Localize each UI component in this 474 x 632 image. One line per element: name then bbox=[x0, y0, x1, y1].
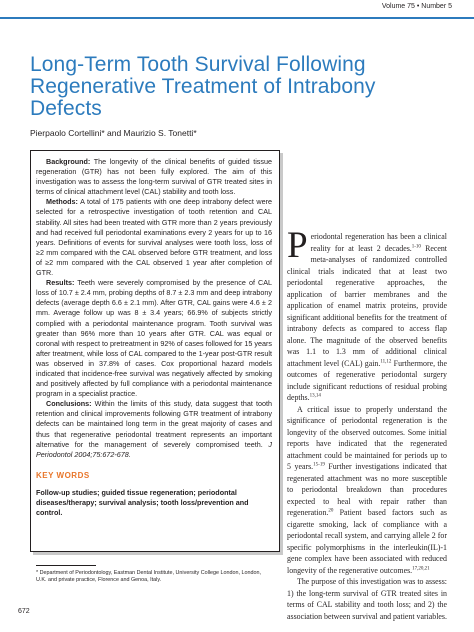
results-text: Teeth were severely compromised by the presence of CAL loss of 10.7 ± 2.4 mm, probing depths of 8.7 ± 2.3 mm and deep intrabony defects (average depth 6.6 ± 2.1 mm). After GTR, CAL gains were 4.6 ± 2 mm. Average follow up was 8 ± 3.4 years; 66.9% of subjects strictly complied with a periodontal maintenance program. Tooth survival was greater than 96% more than 10 years after GTR. CAL was equal or coronal with respect to pretreatment in 92% of cases followed for 15 years after treatment, while loss of CAL compared to the 1-year post-GTR result was observed in 37.8% of cases. Cox proportional hazard models indicated that incidence-free survival was negatively affected by smoking and positively affected by full compliance with a periodontal maintenance program in a specialist practice. bbox=[36, 278, 272, 399]
abstract-background bbox=[36, 157, 272, 197]
results-label: Results: bbox=[46, 278, 75, 288]
reference-2[interactable]: 11,12 bbox=[380, 358, 392, 364]
introduction-column bbox=[287, 225, 448, 622]
article-authors: Pierpaolo Cortellini* and Maurizio S. Tonetti* bbox=[30, 128, 197, 138]
reference-4[interactable]: 15-19 bbox=[313, 462, 325, 468]
key-words-heading: KEY WORDS bbox=[36, 471, 90, 480]
footnote-rule bbox=[36, 565, 96, 566]
reference-3[interactable]: 13,14 bbox=[309, 393, 321, 399]
abstract bbox=[36, 157, 272, 460]
background-label: Background: bbox=[46, 157, 91, 166]
methods-text: A total of 175 patients with one deep intrabony defect were selected for a retrospective investigation of tooth retention and CAL stability. All sites had been treated with GTR more than 2 years previously and had received full periodontal examinations every 2 years for up to 16 years. Definitions of events for survival analyses were tooth loss, loss of ≥2 mm compared with the CAL observed before GTR treatment, and loss of ≥2 mm compared with the CAL observed 1 year after completion of GTR. bbox=[36, 197, 272, 278]
intro-p1-c: Furthermore, the outcomes of regenerative periodontal surgery include significant reductions of residual probing depths. bbox=[287, 358, 448, 402]
methods-label: Methods: bbox=[46, 197, 78, 207]
intro-p2-a: A critical issue to properly understand the significance of periodontal regeneration is the longevity of the observed outcomes. Some initial reports have indicated that the regenerated attachment could be maintained for periods up to 5 years. bbox=[287, 404, 447, 471]
key-words-text: Follow-up studies; guided tissue regeneration; periodontal diseases/therapy; survival analysis; tooth loss/prevention and control. bbox=[36, 488, 249, 517]
abstract-methods bbox=[36, 197, 272, 278]
intro-p1-b: Recent meta-analyses of randomized controlled clinical trials indicated that at least two periodontal regenerative approaches, the application of barrier membranes and the application of enamel matrix proteins, provide significant additional benefits for the treatment of intrabony defects as compared to access flap alone. The magnitude of the observed benefits was 1.1 to 1.3 mm of additional clinical attachment level (CAL) gain. bbox=[287, 243, 447, 368]
abstract-conclusions bbox=[36, 399, 272, 460]
page-number: 672 bbox=[18, 608, 30, 615]
intro-p1-a: eriodontal regeneration has been a clinical reality for at least 2 decades. bbox=[310, 232, 447, 253]
reference-6[interactable]: 17,20,21 bbox=[412, 565, 430, 571]
header-rule bbox=[0, 17, 474, 19]
intro-paragraph-2 bbox=[287, 404, 447, 577]
affiliation-footnote: * Department of Periodontology, Eastman Dental Institute, University College London, London, U.K. and private practice, Florence and Genoa, Italy. bbox=[36, 570, 261, 583]
conclusions-text: Within the limits of this study, data suggest that tooth retention and clinical improvements following GTR treatment of intrabony defects can be maintained long term in the great majority of cases and thus that regenerative periodontal treatment represents an important alternative for the management of severely compromised teeth. bbox=[36, 399, 272, 449]
intro-p2-c: Patient based factors such as cigarette smoking, lack of compliance with a periodontal recall system, and carrying allele 2 for specific polymorphisms in the interleukin(IL)-1 gene complex have been associated with reduced longevity of the regenerative outcomes. bbox=[287, 508, 447, 575]
journal-volume-header: Volume 75 • Number 5 bbox=[381, 3, 452, 10]
citation: J Periodontol 2004;75:672-678. bbox=[36, 439, 273, 459]
article-title: Long-Term Tooth Survival Following Regenerative Treatment of Intrabony Defects bbox=[30, 53, 376, 120]
intro-paragraph-3: The purpose of this investigation was to assess: 1) the long-term survival of GTR treated sites in terms of CAL stability and tooth loss; and 2) the association between survival and patient variables. bbox=[287, 577, 447, 621]
reference-1[interactable]: 1-10 bbox=[411, 243, 421, 249]
background-text: The longevity of the clinical benefits of guided tissue regeneration (GTR) has not been fully explored. The aim of this investigation was to assess the long-term survival of GTR treated sites in terms of clinical attachment level (CAL) stability and tooth loss. bbox=[36, 157, 272, 197]
abstract-results bbox=[36, 278, 272, 399]
drop-cap: P bbox=[287, 225, 308, 266]
intro-paragraph-1 bbox=[287, 225, 448, 404]
conclusions-label: Conclusions: bbox=[46, 399, 92, 409]
reference-5[interactable]: 20 bbox=[328, 508, 334, 514]
intro-p2-b: Further investigations indicated that regenerated attachment was no more susceptible to periodontal breakdown than procedures expected to heal with repair rather than regeneration. bbox=[287, 462, 447, 517]
